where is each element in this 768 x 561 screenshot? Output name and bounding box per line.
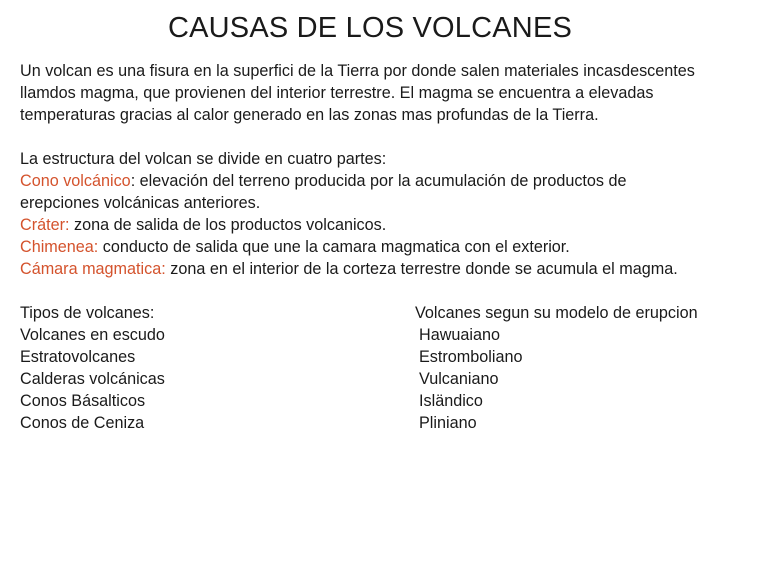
list-item: Volcanes en escudo [20, 326, 165, 344]
intro-line-3: temperaturas gracias al calor generado en las zonas mas profundas de la Tierra. [20, 106, 599, 124]
part-term: Cono volcánico [20, 172, 131, 190]
part-text: zona en el interior de la corteza terrestre donde se acumula el magma. [165, 260, 678, 278]
list-item: Pliniano [419, 414, 477, 432]
eruptions-heading: Volcanes segun su modelo de erupcion [415, 304, 698, 322]
spacer [20, 280, 750, 302]
list-item: Vulcaniano [419, 370, 499, 388]
part-text: : elevación del terreno producida por la acumulación de productos de [130, 172, 627, 190]
intro-line-2: llamdos magma, que provienen del interior terrestre. El magma se encuentra a elevadas [20, 84, 654, 102]
list-item: Estromboliano [419, 348, 523, 366]
part-crater [20, 214, 750, 236]
eruptions-list [415, 302, 698, 434]
list-item: Conos Básalticos [20, 392, 146, 410]
part-camara [20, 258, 750, 280]
list-item: Isländico [419, 392, 483, 410]
list-item: Hawuaiano [419, 326, 500, 344]
part-text: zona de salida de los productos volcanicos. [69, 216, 387, 234]
volcano-lists [20, 302, 750, 434]
intro-line-1: Un volcan es una fisura en la superfici de la Tierra por donde salen materiales incasdescentes [20, 62, 695, 80]
part-cono-continued: erepciones volcánicas anteriores. [20, 194, 261, 212]
list-item: Calderas volcánicas [20, 370, 165, 388]
structure-heading: La estructura del volcan se divide en cuatro partes: [20, 150, 387, 168]
types-list [20, 302, 165, 434]
part-term: Chimenea: [20, 238, 99, 256]
list-item: Conos de Ceniza [20, 414, 145, 432]
part-term: Cámara magmatica: [20, 260, 166, 278]
part-term: Cráter: [20, 216, 70, 234]
page-title: CAUSAS DE LOS VOLCANES [167, 12, 573, 44]
part-cono [20, 170, 750, 192]
list-item: Estratovolcanes [20, 348, 136, 366]
part-chimenea [20, 236, 750, 258]
slide-content [20, 60, 750, 434]
types-heading: Tipos de volcanes: [20, 304, 155, 322]
spacer [20, 126, 750, 148]
part-text: conducto de salida que une la camara magmatica con el exterior. [98, 238, 570, 256]
